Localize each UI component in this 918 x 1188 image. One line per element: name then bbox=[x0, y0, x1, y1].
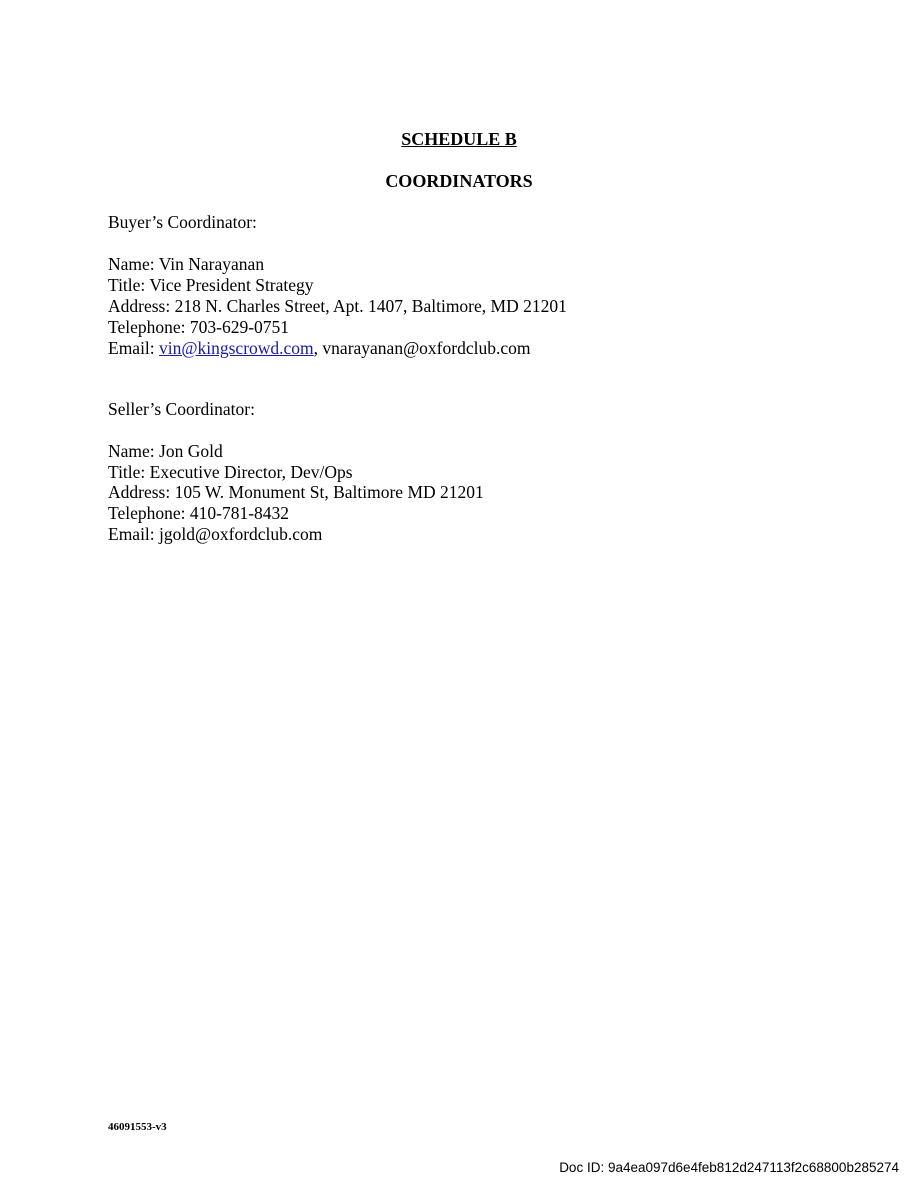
buyer-heading: Buyer’s Coordinator: bbox=[108, 212, 257, 232]
seller-address: Address: 105 W. Monument St, Baltimore MD 21201 bbox=[108, 482, 484, 502]
buyer-email-label: Email: bbox=[108, 338, 160, 358]
seller-email: Email: jgold@oxfordclub.com bbox=[108, 524, 323, 544]
buyer-name: Name: Vin Narayanan bbox=[108, 254, 265, 274]
schedule-title: SCHEDULE B bbox=[401, 129, 517, 149]
section-title: COORDINATORS bbox=[385, 171, 533, 191]
document-number: 46091553-v3 bbox=[108, 1121, 167, 1133]
buyer-email bbox=[108, 338, 530, 359]
seller-name: Name: Jon Gold bbox=[108, 441, 223, 461]
doc-id: Doc ID: 9a4ea097d6e4feb812d247113f2c68800b285274 bbox=[559, 1160, 899, 1175]
seller-title: Title: Executive Director, Dev/Ops bbox=[108, 462, 353, 482]
buyer-telephone: Telephone: 703-629-0751 bbox=[108, 317, 290, 337]
seller-telephone: Telephone: 410-781-8432 bbox=[108, 503, 290, 523]
buyer-email-link[interactable]: vin@kingscrowd.com bbox=[159, 338, 314, 358]
buyer-title: Title: Vice President Strategy bbox=[108, 275, 314, 295]
buyer-address: Address: 218 N. Charles Street, Apt. 1407, Baltimore, MD 21201 bbox=[108, 296, 567, 316]
buyer-email-secondary: , vnarayanan@oxfordclub.com bbox=[313, 338, 531, 358]
seller-heading: Seller’s Coordinator: bbox=[108, 399, 255, 419]
